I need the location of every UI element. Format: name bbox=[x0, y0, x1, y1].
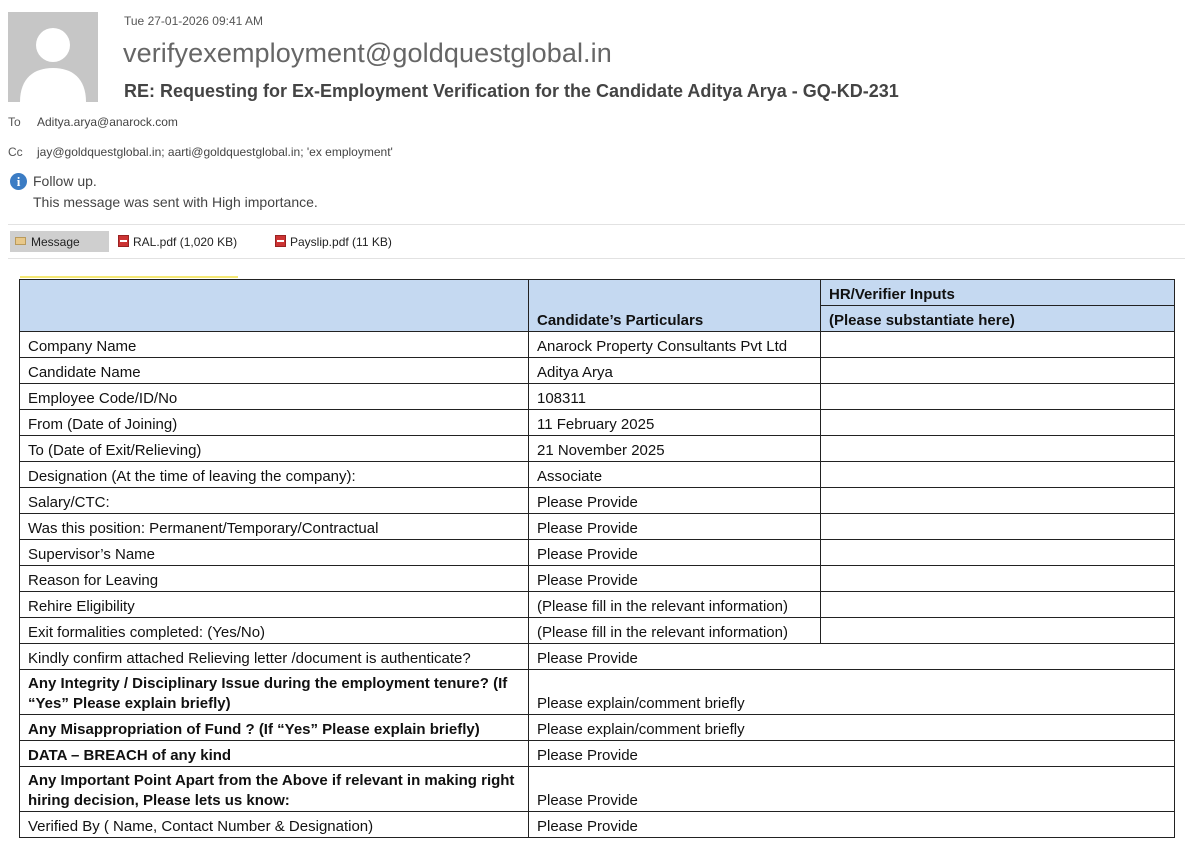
row-value: Please Provide bbox=[529, 812, 1175, 838]
row-label: Kindly confirm attached Relieving letter /document is authenticate? bbox=[20, 644, 529, 670]
importance-text: This message was sent with High importance. bbox=[33, 194, 318, 210]
to-row bbox=[8, 115, 178, 129]
to-label: To bbox=[8, 115, 21, 129]
table-row bbox=[20, 514, 1175, 540]
verifier-input-cell[interactable] bbox=[821, 514, 1175, 540]
verifier-input-cell[interactable] bbox=[821, 488, 1175, 514]
email-subject: RE: Requesting for Ex-Employment Verification for the Candidate Aditya Arya - GQ-KD-231 bbox=[124, 81, 899, 101]
row-label: Employee Code/ID/No bbox=[20, 384, 529, 410]
table-row bbox=[20, 812, 1175, 838]
attachment-name: Payslip.pdf bbox=[290, 235, 349, 249]
row-label: Supervisor’s Name bbox=[20, 540, 529, 566]
pdf-icon bbox=[275, 235, 286, 247]
row-label: Any Important Point Apart from the Above if relevant in making right hiring decision, Please lets us know: bbox=[20, 767, 529, 812]
row-label: Designation (At the time of leaving the company): bbox=[20, 462, 529, 488]
verifier-input-cell[interactable] bbox=[821, 436, 1175, 462]
row-value: Please Provide bbox=[529, 514, 821, 540]
row-label: DATA – BREACH of any kind bbox=[20, 741, 529, 767]
table-row bbox=[20, 566, 1175, 592]
table-row bbox=[20, 767, 1175, 812]
row-value: Please Provide bbox=[529, 540, 821, 566]
table-row bbox=[20, 384, 1175, 410]
attachment-name: RAL.pdf bbox=[133, 235, 177, 249]
sender-address[interactable]: verifyexemployment@goldquestglobal.in bbox=[123, 38, 612, 68]
row-value: 21 November 2025 bbox=[529, 436, 821, 462]
row-value: 11 February 2025 bbox=[529, 410, 821, 436]
table-row bbox=[20, 436, 1175, 462]
message-tab[interactable] bbox=[10, 231, 109, 252]
divider bbox=[8, 224, 1185, 225]
row-label: Candidate Name bbox=[20, 358, 529, 384]
row-label: From (Date of Joining) bbox=[20, 410, 529, 436]
verifier-input-cell[interactable] bbox=[821, 592, 1175, 618]
row-value: Please Provide bbox=[529, 488, 821, 514]
row-value: Please Provide bbox=[529, 767, 1175, 812]
verifier-input-cell[interactable] bbox=[821, 384, 1175, 410]
verifier-input-cell[interactable] bbox=[821, 410, 1175, 436]
row-value: Please explain/comment briefly bbox=[529, 715, 1175, 741]
row-label: Exit formalities completed: (Yes/No) bbox=[20, 618, 529, 644]
envelope-icon bbox=[15, 237, 26, 245]
table-header-row bbox=[20, 280, 1175, 306]
pdf-icon bbox=[118, 235, 129, 247]
row-value: Aditya Arya bbox=[529, 358, 821, 384]
row-label: Rehire Eligibility bbox=[20, 592, 529, 618]
sender-avatar bbox=[8, 12, 98, 102]
header-hr-inputs: HR/Verifier Inputs bbox=[821, 280, 1175, 306]
row-label: Any Misappropriation of Fund ? (If “Yes” Please explain briefly) bbox=[20, 715, 529, 741]
table-row bbox=[20, 741, 1175, 767]
table-row bbox=[20, 462, 1175, 488]
table-row bbox=[20, 644, 1175, 670]
verifier-input-cell[interactable] bbox=[821, 332, 1175, 358]
cc-row bbox=[8, 145, 393, 159]
attachment-size: (1,020 KB) bbox=[179, 235, 238, 249]
verification-table bbox=[19, 279, 1175, 838]
row-value: Please Provide bbox=[529, 741, 1175, 767]
attachment-size: (11 KB) bbox=[352, 235, 392, 249]
table-row bbox=[20, 332, 1175, 358]
verifier-input-cell[interactable] bbox=[821, 358, 1175, 384]
message-tab-label: Message bbox=[31, 235, 80, 249]
email-date: Tue 27-01-2026 09:41 AM bbox=[124, 14, 263, 28]
attachment-payslip[interactable] bbox=[275, 235, 392, 249]
row-value: Associate bbox=[529, 462, 821, 488]
info-icon: i bbox=[10, 173, 27, 190]
row-label: To (Date of Exit/Relieving) bbox=[20, 436, 529, 462]
table-row bbox=[20, 592, 1175, 618]
verifier-input-cell[interactable] bbox=[821, 618, 1175, 644]
row-value: Please Provide bbox=[529, 644, 1175, 670]
row-label: Company Name bbox=[20, 332, 529, 358]
table-row bbox=[20, 358, 1175, 384]
row-label: Verified By ( Name, Contact Number & Designation) bbox=[20, 812, 529, 838]
row-value: Please Provide bbox=[529, 566, 821, 592]
row-value: 108311 bbox=[529, 384, 821, 410]
row-label: Was this position: Permanent/Temporary/Contractual bbox=[20, 514, 529, 540]
verifier-input-cell[interactable] bbox=[821, 540, 1175, 566]
table-row bbox=[20, 670, 1175, 715]
divider bbox=[8, 258, 1185, 259]
attachment-ral[interactable] bbox=[118, 235, 237, 249]
table-row bbox=[20, 618, 1175, 644]
row-value: (Please fill in the relevant information) bbox=[529, 618, 821, 644]
row-value: Please explain/comment briefly bbox=[529, 670, 1175, 715]
row-label: Salary/CTC: bbox=[20, 488, 529, 514]
followup-text: Follow up. bbox=[33, 173, 97, 189]
cc-recipients[interactable]: jay@goldquestglobal.in; aarti@goldquestglobal.in; 'ex employment' bbox=[37, 145, 393, 159]
row-label: Reason for Leaving bbox=[20, 566, 529, 592]
table-row bbox=[20, 488, 1175, 514]
verifier-input-cell[interactable] bbox=[821, 566, 1175, 592]
header-candidate-particulars: Candidate’s Particulars bbox=[529, 280, 821, 332]
table-row bbox=[20, 410, 1175, 436]
highlight-mark bbox=[20, 276, 238, 278]
header-substantiate: (Please substantiate here) bbox=[821, 306, 1175, 332]
table-row bbox=[20, 715, 1175, 741]
to-recipients[interactable]: Aditya.arya@anarock.com bbox=[37, 115, 178, 129]
row-label: Any Integrity / Disciplinary Issue during the employment tenure? (If “Yes” Please explain briefly) bbox=[20, 670, 529, 715]
row-value: (Please fill in the relevant information) bbox=[529, 592, 821, 618]
cc-label: Cc bbox=[8, 145, 23, 159]
row-value: Anarock Property Consultants Pvt Ltd bbox=[529, 332, 821, 358]
person-avatar-icon bbox=[8, 12, 98, 102]
verifier-input-cell[interactable] bbox=[821, 462, 1175, 488]
header-cell-blank bbox=[20, 280, 529, 332]
table-row bbox=[20, 540, 1175, 566]
